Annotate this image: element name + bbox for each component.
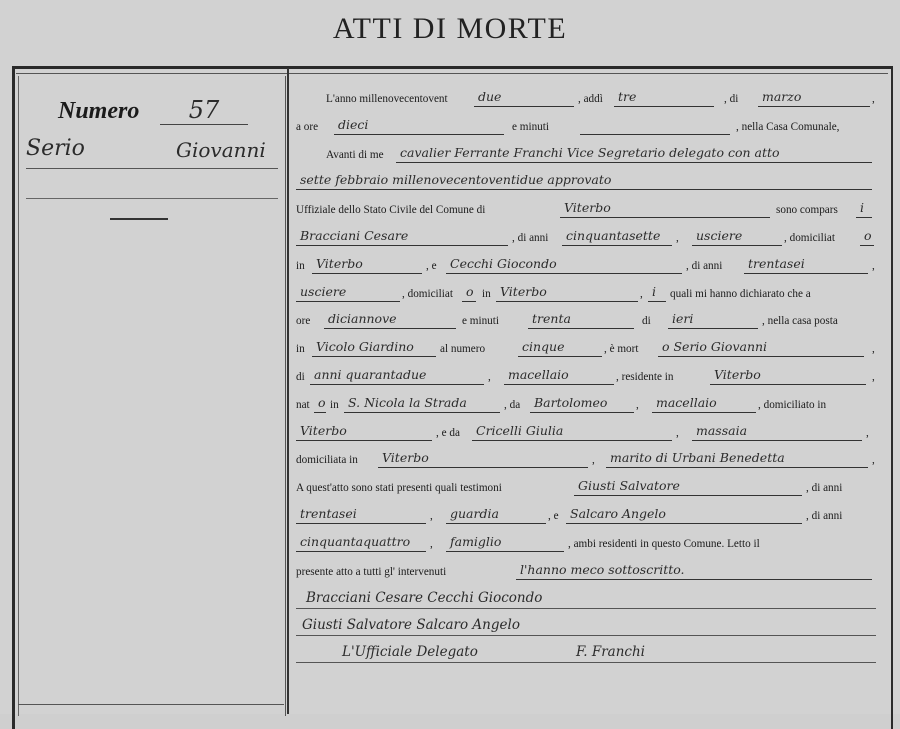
text: , addì: [578, 93, 603, 105]
field-testimone2: Salcaro Angelo: [566, 503, 802, 524]
field-death-minutes: trenta: [528, 308, 634, 329]
field-year: due: [474, 86, 574, 107]
field-death-hour: diciannove: [324, 308, 456, 329]
field-minutes: [580, 114, 730, 135]
deceased-name-margin: [26, 134, 278, 169]
text: presente atto a tutti gl' intervenuti: [296, 565, 447, 578]
field-testimone1: Giusti Salvatore: [574, 475, 802, 496]
field-deceased-age: anni quarantadue: [310, 364, 484, 385]
signature-witnesses: Giusti Salvatore Salcaro Angelo: [302, 617, 520, 634]
signature-declarants: Bracciani Cesare Cecchi Giocondo: [306, 590, 543, 607]
field-witness2-name: Cecchi Giocondo: [446, 253, 682, 274]
field-closing: l'hanno meco sottoscritto.: [516, 559, 872, 580]
record-line-12: [296, 392, 878, 420]
signature-officer-title: L'Ufficiale Delegato: [342, 644, 478, 661]
text: , di anni: [686, 259, 723, 272]
field-spouse: marito di Urbani Benedetta: [606, 447, 868, 468]
text: e minuti: [462, 315, 499, 328]
text: ,: [640, 287, 643, 300]
text: ,: [676, 231, 679, 244]
text: , residente in: [616, 370, 674, 383]
text: domiciliata in: [296, 454, 358, 467]
field-suffix: i: [648, 281, 666, 302]
field-witness2-domicile: Viterbo: [496, 281, 638, 302]
text: , da: [504, 398, 521, 411]
text: , di: [724, 93, 739, 105]
field-suffix: o: [314, 392, 326, 413]
field-deceased-name: o Serio Giovanni: [658, 336, 864, 357]
text: di: [642, 315, 651, 328]
text: ,: [592, 454, 595, 467]
text: , domiciliato in: [758, 398, 827, 411]
field-father-job: macellaio: [652, 392, 756, 413]
text: , ambi residenti in questo Comune. Letto il: [568, 537, 760, 550]
field-witness1-job: usciere: [692, 225, 782, 246]
signature-line-2: [296, 613, 878, 640]
field-officer-cont: sette febbraio millenovecentoventidue approvato: [296, 169, 872, 190]
text: in: [296, 259, 305, 272]
field-witness2-job: usciere: [296, 281, 400, 302]
margin-bottom-rule: [18, 704, 284, 705]
text: quali mi hanno dichiarato che a: [670, 287, 811, 300]
field-day: tre: [614, 86, 714, 107]
text: ,: [430, 509, 433, 522]
field-mother-job: massaia: [692, 420, 862, 441]
text: ,: [872, 93, 875, 105]
field-father-domicile: Viterbo: [296, 420, 432, 441]
text: a ore: [296, 120, 319, 133]
record-line-2: [296, 114, 878, 142]
text: , nella Casa Comunale,: [736, 120, 840, 133]
text: in: [482, 287, 491, 300]
record-line-8: [296, 281, 878, 309]
field-suffix: o: [462, 281, 476, 302]
record-line-9: [296, 308, 878, 336]
text: L'anno millenovecentovent: [326, 93, 448, 105]
text: al numero: [440, 343, 486, 356]
frame-rule: [16, 73, 888, 74]
text: di: [296, 370, 305, 383]
field-mother: Cricelli Giulia: [472, 420, 672, 441]
margin-rule: [26, 198, 278, 199]
field-domicile: Viterbo: [312, 253, 422, 274]
field-street: Vicolo Giardino: [312, 336, 436, 357]
record-line-16: [296, 503, 878, 531]
field-death-day: ieri: [668, 308, 758, 329]
field-suffix: o: [860, 225, 874, 246]
field-testimone2-age: cinquantaquattro: [296, 531, 426, 552]
record-line-6: [296, 225, 878, 253]
numero-label: Numero: [58, 98, 140, 124]
record-line-10: [296, 336, 878, 364]
text: , e: [426, 259, 437, 272]
text: ,: [488, 370, 491, 383]
field-officer: cavalier Ferrante Franchi Vice Segretario delegato con atto: [396, 142, 872, 163]
text: , nella casa posta: [762, 315, 838, 328]
text: A quest'atto sono stati presenti quali testimoni: [296, 482, 502, 495]
text: nat: [296, 398, 310, 411]
margin-given-name: Giovanni: [176, 138, 266, 162]
signature-officer: F. Franchi: [576, 644, 645, 661]
record-line-4: [296, 169, 878, 197]
margin-column: [18, 76, 286, 716]
text: , è mort: [604, 343, 639, 356]
record-body: [296, 86, 878, 667]
text: e minuti: [512, 120, 549, 133]
signature-line-1: [296, 586, 878, 613]
text: , di anni: [806, 509, 843, 522]
field-deceased-job: macellaio: [504, 364, 614, 385]
text: , domiciliat: [402, 287, 453, 300]
numero-value: 57: [160, 96, 248, 125]
text: , e da: [436, 426, 460, 439]
text: ,: [676, 426, 679, 439]
field-father: Bartolomeo: [530, 392, 634, 413]
text: ,: [636, 398, 639, 411]
text: ,: [872, 343, 875, 356]
field-birthplace: S. Nicola la Strada: [344, 392, 500, 413]
signature-rule: [296, 662, 876, 663]
text: Uffiziale dello Stato Civile del Comune di: [296, 204, 486, 217]
text: ,: [430, 537, 433, 550]
text: Avanti di me: [326, 148, 384, 161]
text: , e: [548, 509, 559, 522]
field-testimone1-job: guardia: [446, 503, 546, 524]
text: ,: [872, 454, 875, 467]
record-line-5: [296, 197, 878, 225]
signature-line-3: [296, 640, 878, 667]
text: ,: [866, 426, 869, 439]
field-mother-domicile: Viterbo: [378, 447, 588, 468]
signature-rule: [296, 635, 876, 636]
field-hour: dieci: [334, 114, 504, 135]
field-testimone2-job: famiglio: [446, 531, 564, 552]
text: , domiciliat: [784, 231, 835, 244]
text: sono compars: [776, 204, 838, 217]
text: ore: [296, 315, 311, 328]
field-witness1-age: cinquantasette: [562, 225, 672, 246]
field-witness1-name: Bracciani Cesare: [296, 225, 508, 246]
text: , di anni: [512, 231, 549, 244]
field-house-number: cinque: [518, 336, 602, 357]
record-line-3: [296, 142, 878, 170]
field-testimone1-age: trentasei: [296, 503, 426, 524]
signature-rule: [296, 608, 876, 609]
record-line-14: [296, 447, 878, 475]
field-month: marzo: [758, 86, 870, 107]
record-line-17: [296, 531, 878, 559]
column-divider: [287, 68, 289, 714]
field-residence: Viterbo: [710, 364, 866, 385]
field-comune: Viterbo: [560, 197, 770, 218]
record-line-15: [296, 475, 878, 503]
text: ,: [872, 370, 875, 383]
margin-short-rule: [110, 218, 168, 220]
text: , di anni: [806, 482, 843, 495]
text: in: [330, 398, 339, 411]
margin-surname: Serio: [26, 136, 85, 161]
record-line-1: [296, 86, 878, 114]
text: in: [296, 343, 305, 356]
text: ,: [872, 259, 875, 272]
record-line-18: [296, 559, 878, 587]
field-witness2-age: trentasei: [744, 253, 868, 274]
page-title: ATTI DI MORTE: [332, 12, 568, 45]
record-line-13: [296, 420, 878, 448]
field-suffix: i: [856, 197, 872, 218]
record-line-7: [296, 253, 878, 281]
record-line-11: [296, 364, 878, 392]
